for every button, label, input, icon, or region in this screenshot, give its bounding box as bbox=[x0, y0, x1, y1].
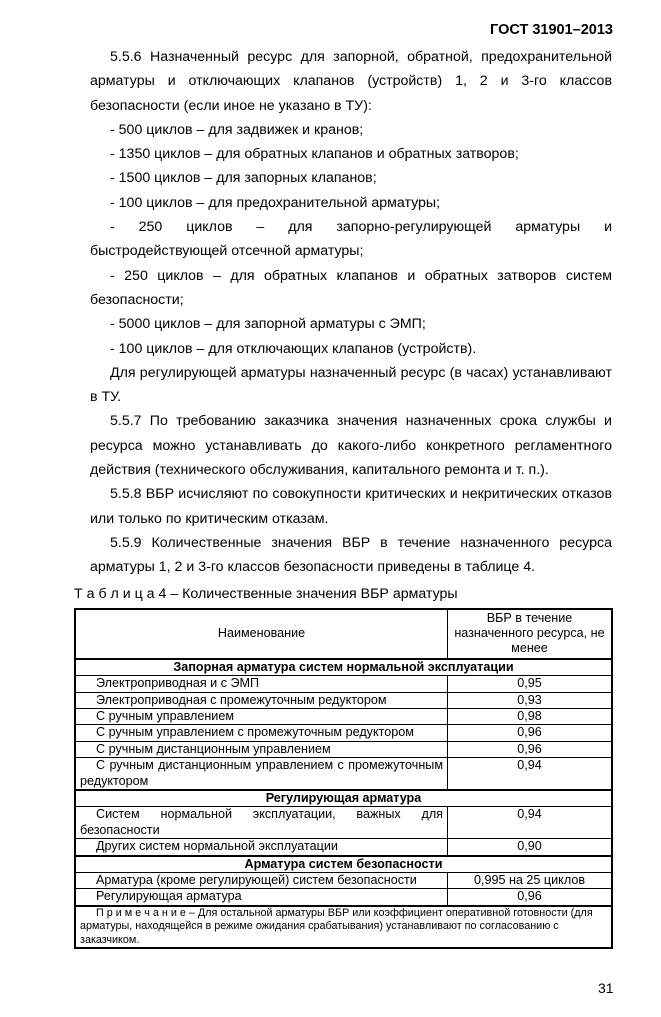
table-row bbox=[75, 676, 612, 692]
table-row bbox=[75, 873, 612, 889]
table-caption bbox=[74, 584, 661, 604]
row-name: Арматура (кроме регулирующей) систем безопасности bbox=[75, 873, 448, 889]
section-title: Запорная арматура систем нормальной эксплуатации bbox=[75, 659, 612, 676]
row-name: Других систем нормальной эксплуатации bbox=[75, 839, 448, 856]
table-row bbox=[75, 725, 612, 741]
paragraph: - 1500 циклов – для запорных клапанов; bbox=[110, 170, 377, 187]
paragraph: - 1350 циклов – для обратных клапанов и обратных затворов; bbox=[110, 146, 519, 163]
row-name: С ручным дистанционным управлением bbox=[75, 741, 448, 757]
row-value: 0,90 bbox=[448, 839, 613, 856]
row-value: 0,95 bbox=[448, 676, 613, 692]
row-value: 0,98 bbox=[448, 708, 613, 724]
column-header-value: ВБР в течение назначенного ресурса, не менее bbox=[448, 609, 613, 659]
section-row bbox=[75, 856, 612, 873]
section-row bbox=[75, 659, 612, 676]
paragraph: - 500 циклов – для задвижек и кранов; bbox=[110, 121, 364, 138]
row-value: 0,96 bbox=[448, 725, 613, 741]
row-name: С ручным управлением bbox=[75, 708, 448, 724]
section-row bbox=[75, 790, 612, 807]
caption-text: – Количественные значения ВБР арматуры bbox=[166, 585, 458, 602]
row-value: 0,93 bbox=[448, 692, 613, 708]
row-name: Систем нормальной эксплуатации, важных для безопасности bbox=[75, 807, 448, 839]
table-row bbox=[75, 889, 612, 906]
paragraph: 5.5.7 По требованию заказчика значения назначенных срока службы и ресурса можно устанавливать до какого-либо конкретного регламентного действия (технического обслуживания, капитального ремонта и т. п.). bbox=[90, 413, 612, 479]
paragraph: 5.5.8 ВБР исчисляют по совокупности критических и некритических отказов или только по критическим отказам. bbox=[90, 486, 612, 527]
row-name: С ручным дистанционным управлением с промежуточным редуктором bbox=[75, 758, 448, 790]
section-title: Регулирующая арматура bbox=[75, 790, 612, 807]
row-name: Регулирующая арматура bbox=[75, 889, 448, 906]
column-header-name: Наименование bbox=[75, 609, 448, 659]
standard-header: ГОСТ 31901–2013 bbox=[490, 22, 613, 38]
row-value: 0,995 на 25 циклов bbox=[448, 873, 613, 889]
page-number: 31 bbox=[598, 980, 614, 997]
row-name: Электроприводная и с ЭМП bbox=[75, 676, 448, 692]
paragraph: - 100 циклов – для отключающих клапанов (устройств). bbox=[110, 340, 477, 357]
row-name: С ручным управлением с промежуточным редуктором bbox=[75, 725, 448, 741]
reliability-table bbox=[74, 608, 613, 950]
paragraph: 5.5.6 Назначенный ресурс для запорной, обратной, предохранительной арматуры и отключающих клапанов (устройств) 1, 2 и 3-го классов безопасности (если иное не указано в ТУ): bbox=[90, 49, 612, 114]
paragraph: - 100 циклов – для предохранительной арматуры; bbox=[110, 194, 441, 211]
paragraph: Для регулирующей арматуры назначенный ресурс (в часах) устанавливают в ТУ. bbox=[90, 364, 612, 406]
table-row bbox=[75, 741, 612, 757]
note-label: П р и м е ч а н и е bbox=[96, 906, 186, 919]
body-text bbox=[90, 45, 612, 580]
caption-label: Т а б л и ц а 4 bbox=[74, 585, 167, 602]
paragraph: - 250 циклов – для запорно-регулирующей арматуры и быстродействующей отсечной арматуры; bbox=[90, 219, 612, 260]
row-name: Электроприводная с промежуточным редуктором bbox=[75, 692, 448, 708]
table-row bbox=[75, 758, 612, 790]
table-row bbox=[75, 807, 612, 839]
table-row bbox=[75, 708, 612, 724]
paragraph: 5.5.9 Количественные значения ВБР в течение назначенного ресурса арматуры 1, 2 и 3-го классов безопасности приведены в таблице 4. bbox=[90, 534, 612, 576]
row-value: 0,94 bbox=[448, 758, 613, 790]
section-title: Арматура систем безопасности bbox=[75, 856, 612, 873]
paragraph: - 5000 циклов – для запорной арматуры с ЭМП; bbox=[110, 316, 426, 333]
table-row bbox=[75, 692, 612, 708]
row-value: 0,96 bbox=[448, 889, 613, 906]
table-row bbox=[75, 839, 612, 856]
row-value: 0,96 bbox=[448, 741, 613, 757]
paragraph: - 250 циклов – для обратных клапанов и обратных затворов систем безопасности; bbox=[90, 267, 612, 308]
row-value: 0,94 bbox=[448, 807, 613, 839]
note-text: – Для остальной арматуры ВБР или коэффициент оперативной готовности (для арматуры, находящейся в режиме ожидания срабатывания) устанавливают по согласованию с заказчиком. bbox=[80, 906, 593, 946]
note-row bbox=[75, 906, 612, 949]
table-note bbox=[75, 906, 612, 949]
